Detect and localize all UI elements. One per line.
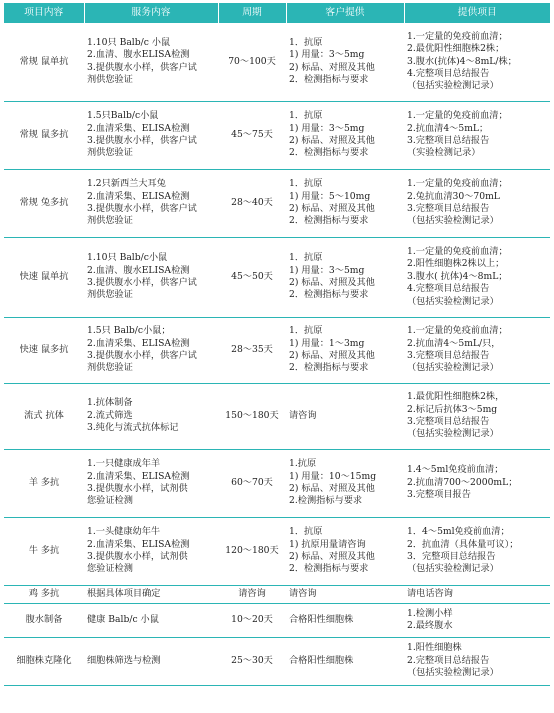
deliver-line: 2.阳性细胞株2株以上； [407, 258, 505, 270]
deliver-line: 3.完整项目总结报告 [407, 416, 490, 427]
table-row [4, 237, 550, 317]
service-line: 3.提供腹水小样，供客户试 [87, 135, 197, 146]
deliver-line: 2.标记后抗体3～5mg [407, 403, 498, 415]
client-line: 1．抗原 [289, 36, 323, 48]
client-line: 2．检测指标与要求 [289, 74, 369, 86]
service-line: 2.血清、腹水ELISA检测 [87, 264, 190, 276]
deliver-line: 3.完整项目总结报告 [407, 203, 490, 214]
client-line: 2．检测指标与要求 [289, 147, 369, 159]
deliver-line: 3．完整项目总结报告 [407, 551, 496, 562]
header-client: 客户提供 [286, 3, 404, 23]
deliverables-cell [404, 101, 550, 169]
deliver-line: 3.完整项目报告 [407, 489, 471, 501]
table-row [4, 449, 550, 517]
service-line: 根据具体项目确定 [87, 587, 161, 599]
client-line: 2．检测指标与要求 [289, 362, 369, 374]
service-line: 细胞株筛选与检测 [87, 654, 161, 666]
client-cell [286, 517, 404, 585]
deliver-line: （包括实验检测记录） [407, 667, 499, 679]
client-line: 合格阳性细胞株 [289, 654, 354, 666]
deliver-line: （包括实验检测记录） [407, 295, 499, 307]
deliver-line: 2.抗血清4～5mL/只， [407, 337, 501, 349]
deliver-line: 1.一定量的免疫前血清； [407, 178, 508, 190]
deliverables-cell [404, 237, 550, 317]
deliverables-cell [404, 585, 550, 603]
service-line: 1.一头健康幼年牛 [87, 526, 161, 538]
client-line: 2) 标品、对照及其他 [289, 135, 375, 146]
table-row [4, 169, 550, 237]
deliver-line: 2．抗血清（具体量可议）； [407, 538, 519, 550]
deliverables-cell [404, 517, 550, 585]
deliver-line: 3.完整项目总结报告 [407, 350, 490, 361]
deliver-line: （包括实验检测记录） [407, 215, 499, 227]
header-period: 周期 [218, 3, 286, 23]
client-line: 1．抗原 [289, 526, 323, 538]
client-line: 2．检测指标与要求 [289, 563, 369, 575]
service-cell [84, 585, 218, 603]
period-cell: 120～180天 [218, 517, 286, 585]
header-service: 服务内容 [84, 3, 218, 23]
deliver-line: 3.完整项目总结报告 [407, 135, 490, 146]
table-row [4, 317, 550, 383]
table-row [4, 517, 550, 585]
table-row [4, 23, 550, 101]
service-line: 健康 Balb/c 小鼠 [87, 613, 159, 625]
project-cell: 流式 抗体 [4, 383, 84, 449]
table-row [4, 585, 550, 603]
service-line: 剂供您验证 [87, 147, 133, 159]
table-row [4, 603, 550, 637]
client-line: 请咨询 [289, 409, 317, 421]
deliver-line: （包括实验检测记录） [407, 563, 499, 575]
deliver-line: 请电话咨询 [407, 587, 453, 599]
client-line: 1．抗原 [289, 252, 323, 264]
service-cell [84, 449, 218, 517]
client-cell [286, 449, 404, 517]
deliver-line: 3.腹水( 抗体)4～8mL； [407, 270, 508, 282]
service-line: 您验证检测 [87, 495, 133, 507]
deliver-line: 4.完整项目总结报告 [407, 67, 490, 79]
project-cell: 牛 多抗 [4, 517, 84, 585]
project-cell: 快速 鼠多抗 [4, 317, 84, 383]
deliverables-cell [404, 169, 550, 237]
project-cell: 细胞株克隆化 [4, 637, 84, 685]
client-line: 1) 用量：10～15mg [289, 470, 377, 482]
client-line: 1．抗原 [289, 110, 323, 122]
client-line: 1．抗原 [289, 178, 323, 190]
client-cell [286, 585, 404, 603]
deliverables-cell [404, 23, 550, 101]
deliverables-cell [404, 603, 550, 637]
client-line: 1．抗原 [289, 325, 323, 337]
client-line: 2．检测指标与要求 [289, 215, 369, 227]
table-row [4, 637, 550, 685]
client-line: 2) 标品、对照及其他 [289, 277, 375, 288]
period-cell: 45～50天 [218, 237, 286, 317]
deliverables-cell [404, 637, 550, 685]
deliver-line: 1．4～5ml免疫前血清； [407, 526, 510, 538]
client-line: 1) 用量：3～5mg [289, 122, 365, 134]
service-cell [84, 237, 218, 317]
period-cell: 60～70天 [218, 449, 286, 517]
service-cell [84, 169, 218, 237]
client-line: 1) 用量：3～5mg [289, 49, 365, 61]
client-line: 2) 标品、对照及其他 [289, 203, 375, 214]
service-cell [84, 23, 218, 101]
client-line: 2．检测指标与要求 [289, 289, 369, 301]
deliver-line: 2.最优阳性细胞株2株； [407, 43, 505, 55]
period-cell: 28～35天 [218, 317, 286, 383]
service-line: 3.提供腹水小样，试剂供 [87, 483, 188, 494]
client-line: 1.抗原 [289, 458, 317, 470]
period-cell: 10～20天 [218, 603, 286, 637]
client-line: 1) 用量：3～5mg [289, 264, 365, 276]
client-line: 1) 用量：5～10mg [289, 190, 371, 202]
service-line: 1.5只Balb/c小鼠 [87, 110, 159, 122]
client-cell [286, 383, 404, 449]
project-cell: 腹水制备 [4, 603, 84, 637]
service-line: 3.提供腹水小样，供客户试 [87, 203, 197, 214]
table-body [4, 23, 550, 685]
table-row [4, 101, 550, 169]
service-cell [84, 517, 218, 585]
client-line: 2) 标品、对照及其他 [289, 483, 375, 494]
deliverables-cell [404, 449, 550, 517]
service-line: 1.10只 Balb/c 小鼠 [87, 36, 171, 48]
service-table [4, 3, 550, 686]
deliver-line: （实验检测记录） [407, 147, 481, 159]
deliver-line: 1.一定量的免疫前血清； [407, 30, 508, 42]
deliver-line: 1.一定量的免疫前血清； [407, 110, 508, 122]
service-cell [84, 383, 218, 449]
client-line: 1) 用量：1～3mg [289, 337, 365, 349]
deliver-line: 4.完整项目总结报告 [407, 283, 490, 295]
service-line: 2.血清采集、ELISA检测 [87, 470, 190, 482]
service-line: 2.血清采集、ELISA检测 [87, 122, 190, 134]
service-cell [84, 101, 218, 169]
project-cell: 常规 鼠单抗 [4, 23, 84, 101]
service-cell [84, 637, 218, 685]
client-line: 请咨询 [289, 587, 317, 599]
period-cell: 28～40天 [218, 169, 286, 237]
header-deliverables: 提供项目 [404, 3, 550, 23]
service-cell [84, 603, 218, 637]
project-cell: 羊 多抗 [4, 449, 84, 517]
header-row [4, 3, 550, 23]
period-cell: 请咨询 [218, 585, 286, 603]
client-cell [286, 101, 404, 169]
deliver-line: （包括实验检测记录） [407, 428, 499, 440]
deliver-line: 2.抗血清700～2000mL； [407, 476, 518, 488]
header-project: 项目内容 [4, 3, 84, 23]
client-line: 2) 标品、对照及其他 [289, 350, 375, 361]
deliver-line: 1.最优阳性细胞株2株， [407, 391, 505, 403]
client-line: 2) 标品、对照及其他 [289, 61, 375, 73]
service-line: 2.血清、腹水ELISA检测 [87, 49, 190, 61]
project-cell: 常规 鼠多抗 [4, 101, 84, 169]
service-line: 2.血清采集、ELISA检测 [87, 337, 190, 349]
service-line: 3.提供腹水小样，供客户试 [87, 350, 197, 361]
client-cell [286, 637, 404, 685]
deliver-line: （包括实验检测记录） [407, 362, 499, 374]
period-cell: 45～75天 [218, 101, 286, 169]
client-cell [286, 169, 404, 237]
service-line: 您验证检测 [87, 563, 133, 575]
service-line: 2.血清采集、ELISA检测 [87, 538, 190, 550]
client-cell [286, 603, 404, 637]
client-cell [286, 23, 404, 101]
project-cell: 快速 鼠单抗 [4, 237, 84, 317]
service-line: 剂供您验证 [87, 362, 133, 374]
service-line: 1.2只新西兰大耳兔 [87, 178, 166, 190]
client-cell [286, 317, 404, 383]
client-line: 1) 抗原用量请咨询 [289, 538, 366, 550]
service-line: 3.提供腹水小样，供客户试 [87, 277, 197, 288]
table-row [4, 383, 550, 449]
client-line: 2.检测指标与要求 [289, 495, 363, 507]
service-line: 3.提供腹水小样，试剂供 [87, 551, 188, 562]
service-line: 剂供您验证 [87, 289, 133, 301]
service-line: 1.10只 Balb/c小鼠 [87, 252, 168, 264]
project-cell: 鸡 多抗 [4, 585, 84, 603]
deliver-line: 2.完整项目总结报告 [407, 654, 490, 666]
deliver-line: 2.抗血清4～5mL； [407, 122, 489, 134]
deliverables-cell [404, 383, 550, 449]
service-line: 剂供您验证 [87, 74, 133, 86]
service-line: 3.纯化与流式抗体标记 [87, 422, 179, 434]
service-table-wrapper [4, 3, 550, 686]
deliver-line: 1.检测小样 [407, 607, 453, 619]
service-line: 2.血清采集、ELISA检测 [87, 190, 190, 202]
client-line: 2) 标品、对照及其他 [289, 551, 375, 562]
deliver-line: 1.一定量的免疫前血清； [407, 245, 508, 257]
deliver-line: 1.阳性细胞株 [407, 642, 462, 654]
service-line: 2.流式筛选 [87, 409, 133, 421]
deliver-line: 1.一定量的免疫前血清； [407, 325, 508, 337]
period-cell: 70～100天 [218, 23, 286, 101]
period-cell: 25～30天 [218, 637, 286, 685]
client-line: 合格阳性细胞株 [289, 613, 354, 625]
project-cell: 常规 兔多抗 [4, 169, 84, 237]
service-line: 3.提供腹水小样，供客户试 [87, 61, 197, 73]
deliver-line: 3.腹水(抗体)4～8mL/株； [407, 55, 517, 67]
deliver-line: 2.最终腹水 [407, 620, 453, 631]
service-line: 1.抗体制备 [87, 397, 133, 409]
service-line: 1.5只 Balb/c小鼠； [87, 325, 171, 337]
deliver-line: 1.4～5ml免疫前血清； [407, 464, 504, 476]
service-cell [84, 317, 218, 383]
deliver-line: 2.兔抗血清30～70mL [407, 190, 500, 202]
deliverables-cell [404, 317, 550, 383]
client-cell [286, 237, 404, 317]
service-line: 1.一只健康成年羊 [87, 458, 161, 470]
service-line: 剂供您验证 [87, 215, 133, 227]
period-cell: 150～180天 [218, 383, 286, 449]
deliver-line: （包括实验检测记录） [407, 80, 499, 92]
